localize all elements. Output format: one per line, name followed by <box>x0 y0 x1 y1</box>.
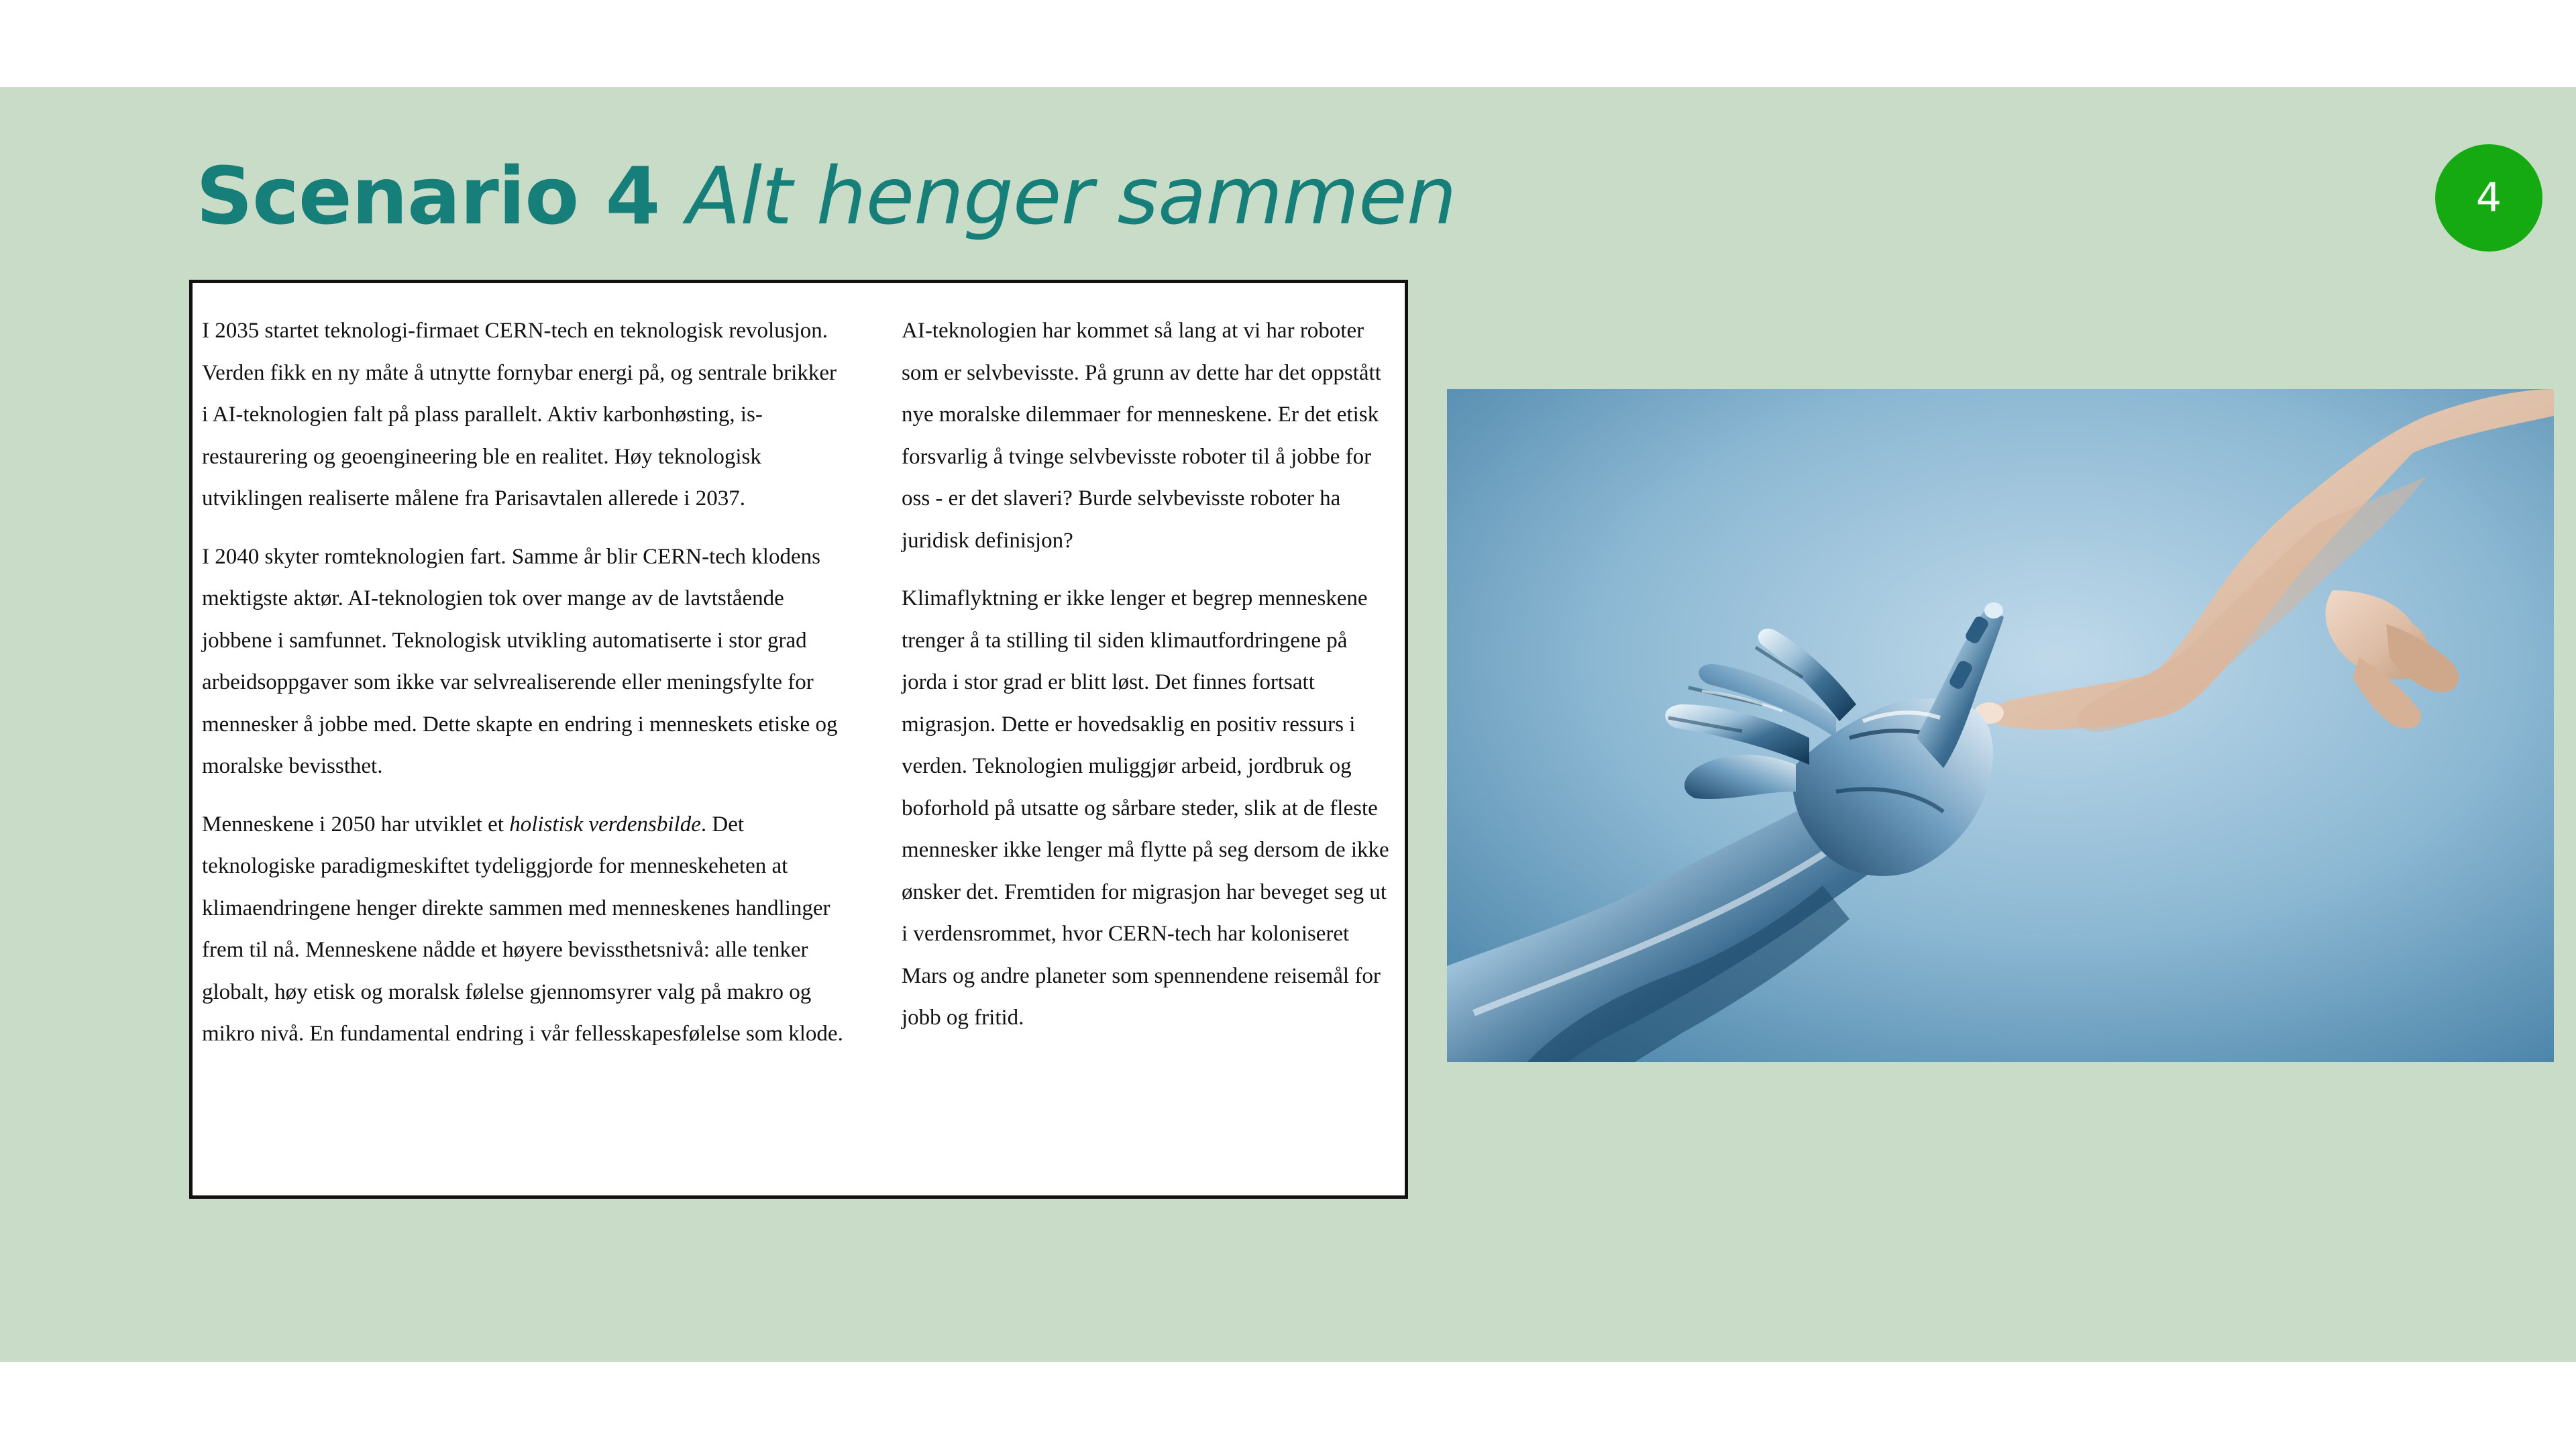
paragraph-text: Menneskene i 2050 har utviklet et <box>202 812 510 837</box>
paragraph <box>202 804 846 1055</box>
page-number: 4 <box>2475 174 2502 221</box>
robot-hand-photo <box>1447 389 2554 1062</box>
title-scenario-number: Scenario 4 <box>196 150 660 242</box>
scenario-text-box <box>189 280 1408 1199</box>
paragraph: AI-teknologien har kommet så lang at vi har roboter som er selvbevisste. På grunn av dette har det oppstått nye moralske dilemmaer for menneskene. Er det etisk forsvarlig å tvinge selvbevisste roboter til å jobbe for oss - er det slaveri? Burde selvbevisste roboter ha juridisk definisjon? <box>902 319 1381 553</box>
page-number-badge <box>2435 144 2542 252</box>
paragraph: Klimaflyktning er ikke lenger et begrep menneskene trenger å ta stilling til siden klimautfordringene på jorda i stor grad er blitt løst. Det finnes fortsatt migrasjon. Dette er hovedsaklig en positiv ressurs i verden. Teknologien muliggjør arbeid, jordbruk og boforhold på utsatte og sårbare steder, slik at de fleste mennesker ikke lenger må flytte på seg dersom de ikke ønsker det. Fremtiden for migrasjon har beveget seg ut i verdensrommet, hvor CERN-tech har koloniseret Mars og andre planeter som spennendene reisemål for jobb og fritid. <box>902 586 1389 1030</box>
emphasis-text: holistisk verdensbilde <box>509 812 701 837</box>
paragraph: I 2040 skyter romteknologien fart. Samme år blir CERN-tech klodens mektigste aktør. AI-teknologien tok over mange av de lavtstående jobbene i samfunnet. Teknologisk utvikling automatiserte i stor grad arbeidsoppgaver som ikke var selvrealiserende eller meningsfylte for mennesker å jobbe med. Dette skapte en endring i menneskets etiske og moralske bevissthet. <box>202 544 838 778</box>
text-column-right <box>902 310 1398 1055</box>
slide-title <box>196 142 1456 250</box>
paragraph-text: . Det teknologiske paradigmeskiftet tydeliggjorde for menneskeheten at klimaendringene henger direkte sammen med menneskenes handlinger frem til nå. Menneskene nådde et høyere bevissthetsnivå: alle tenker globalt, høy etisk og moralsk følelse gjennomsyrer valg på makro og mikro nivå. En fundamental endring i vår fellesskapesfølelse som klode. <box>202 812 843 1046</box>
paragraph: I 2035 startet teknologi-firmaet CERN-tech en teknologisk revolusjon. Verden fikk en ny måte å utnytte fornybar energi på, og sentrale brikker i AI-teknologien falt på plass parallelt. Aktiv karbonhøsting, is-restaurering og geoengineering ble en realitet. Høy teknologisk utviklingen realiserte målene fra Parisavtalen allerede i 2037. <box>202 319 837 511</box>
title-scenario-name: Alt henger sammen <box>686 150 1456 242</box>
text-column-left <box>202 310 846 1071</box>
